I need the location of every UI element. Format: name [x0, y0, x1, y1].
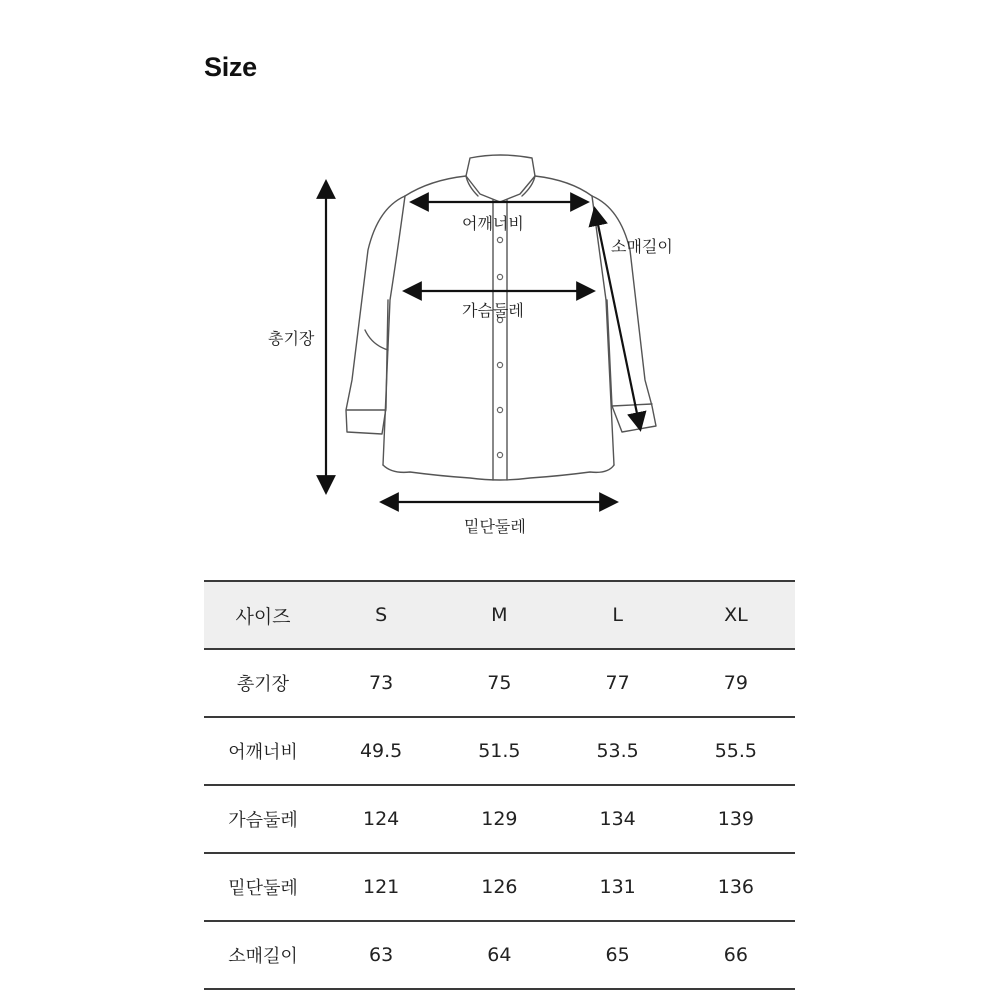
sleeve-length-label: 소매길이	[611, 237, 673, 256]
table-cell: 131	[559, 853, 677, 921]
row-label: 소매길이	[204, 921, 322, 989]
row-label: 어깨너비	[204, 717, 322, 785]
table-cell: 73	[322, 649, 440, 717]
size-table	[204, 580, 795, 990]
table-cell: 49.5	[322, 717, 440, 785]
table-cell: 134	[559, 785, 677, 853]
header-s: S	[322, 581, 440, 649]
table-cell: 53.5	[559, 717, 677, 785]
shoulder-width-label: 어깨너비	[462, 214, 524, 233]
row-label: 가슴둘레	[204, 785, 322, 853]
table-cell: 66	[677, 921, 795, 989]
shirt-buttons	[497, 237, 502, 457]
table-cell: 139	[677, 785, 795, 853]
table-header-row	[204, 581, 795, 649]
table-cell: 129	[440, 785, 558, 853]
table-row	[204, 717, 795, 785]
table-cell: 136	[677, 853, 795, 921]
table-cell: 63	[322, 921, 440, 989]
page-title: Size	[204, 52, 257, 82]
table-cell: 126	[440, 853, 558, 921]
table-cell: 64	[440, 921, 558, 989]
header-size: 사이즈	[204, 581, 322, 649]
hem-label: 밑단둘레	[464, 517, 526, 536]
table-cell: 51.5	[440, 717, 558, 785]
table-cell: 65	[559, 921, 677, 989]
table-cell: 121	[322, 853, 440, 921]
chest-label: 가슴둘레	[462, 301, 524, 320]
table-row	[204, 853, 795, 921]
table-row	[204, 785, 795, 853]
header-l: L	[559, 581, 677, 649]
table-row	[204, 649, 795, 717]
table-cell: 75	[440, 649, 558, 717]
row-label: 밑단둘레	[204, 853, 322, 921]
header-xl: XL	[677, 581, 795, 649]
table-cell: 79	[677, 649, 795, 717]
row-label: 총기장	[204, 649, 322, 717]
table-cell: 55.5	[677, 717, 795, 785]
table-cell: 77	[559, 649, 677, 717]
table-row	[204, 921, 795, 989]
total-length-label: 총기장	[268, 329, 315, 348]
header-m: M	[440, 581, 558, 649]
table-cell: 124	[322, 785, 440, 853]
